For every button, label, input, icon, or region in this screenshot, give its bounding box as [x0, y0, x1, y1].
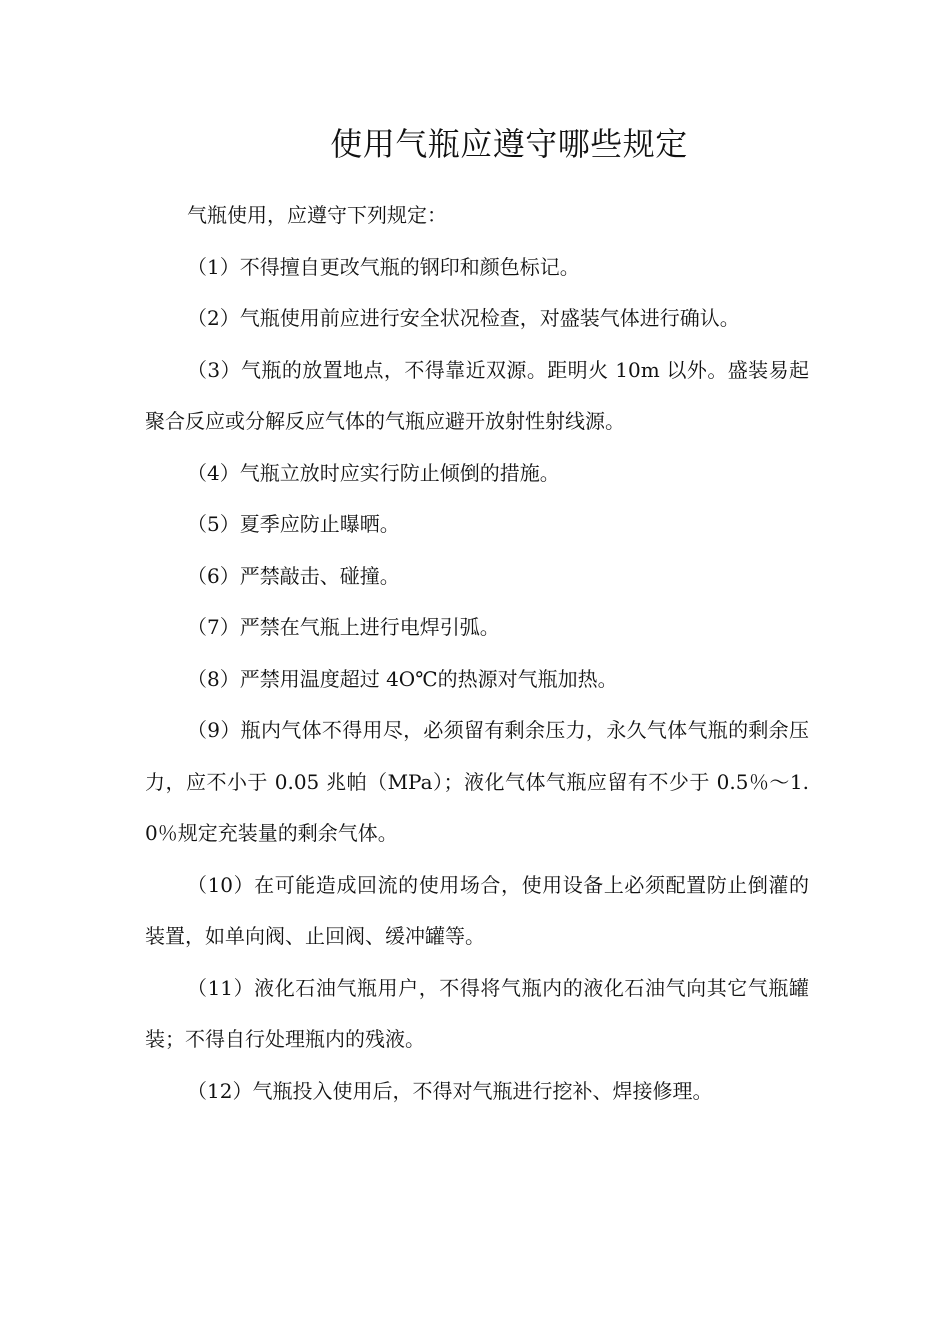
rule-paragraph-12: （12）气瓶投入使用后，不得对气瓶进行挖补、焊接修理。	[187, 1078, 713, 1103]
rule-paragraph-1: （1）不得擅自更改气瓶的钢印和颜色标记。	[187, 254, 580, 279]
rule-paragraph-4: （4）气瓶立放时应实行防止倾倒的措施。	[187, 460, 560, 485]
document-body	[145, 190, 809, 1117]
rule-paragraph-7: （7）严禁在气瓶上进行电焊引弧。	[187, 615, 500, 639]
rule-paragraph-6: （6）严禁敲击、碰撞。	[187, 563, 400, 588]
rule-paragraph-5: （5）夏季应防止曝晒。	[187, 512, 400, 536]
rule-paragraph-3: （3）气瓶的放置地点，不得靠近双源。距明火 10m 以外。盛装易起聚合反应或分解反应气体的气瓶应避开放射性射线源。	[145, 357, 809, 433]
rule-paragraph-2: （2）气瓶使用前应进行安全状况检查，对盛装气体进行确认。	[187, 306, 740, 330]
intro-paragraph: 气瓶使用，应遵守下列规定：	[187, 203, 447, 227]
document-title: 使用气瓶应遵守哪些规定	[330, 125, 688, 163]
rule-paragraph-8: （8）严禁用温度超过 4O℃的热源对气瓶加热。	[187, 666, 618, 691]
rule-paragraph-9: （9）瓶内气体不得用尽，必须留有剩余压力，永久气体气瓶的剩余压力，应不小于 0.05 兆帕（MPa）；液化气体气瓶应留有不少于 0.5％～1.0％规定充装量的剩余气体。	[145, 718, 809, 845]
rule-paragraph-10: （10）在可能造成回流的使用场合，使用设备上必须配置防止倒灌的装置，如单向阀、止回阀、缓冲罐等。	[145, 872, 809, 948]
rule-paragraph-11: （11）液化石油气瓶用户，不得将气瓶内的液化石油气向其它气瓶罐装；不得自行处理瓶内的残液。	[145, 975, 809, 1051]
